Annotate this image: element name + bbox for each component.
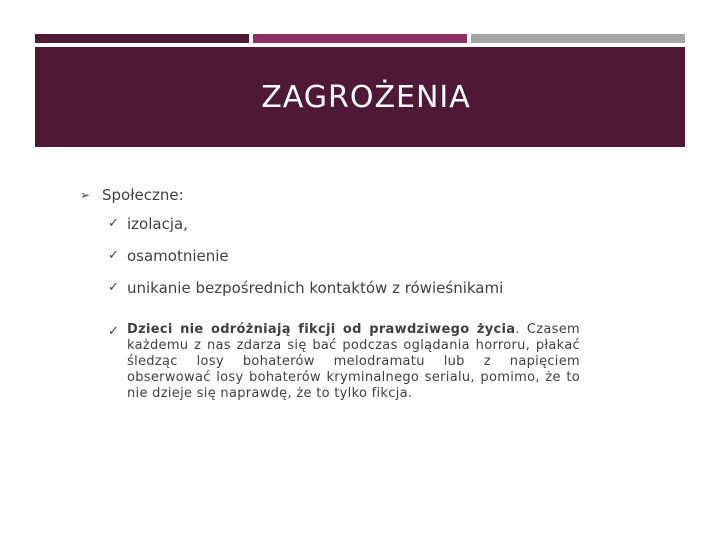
slide-content (80, 185, 680, 402)
check-icon: ✓ (108, 216, 119, 231)
check-icon: ✓ (108, 280, 119, 295)
list-item-label: izolacja, (127, 215, 188, 233)
paragraph-bold-text: Dzieci nie odróżniają fikcji od prawdziwego życia (127, 322, 516, 337)
list-item-label: unikanie bezpośrednich kontaktów z rówieśnikami (127, 279, 504, 297)
list-item (80, 246, 680, 266)
paragraph-text (127, 322, 580, 402)
paragraph-rest-text: . Czasem każdemu z nas zdarza się bać podczas oglądania horroru, płakać śledząc losy bohaterów melodramatu lub z napięciem obserwować losy bohaterów kryminalnego serialu, pomimo, że to nie dzieje się naprawdę, że to tylko fikcja. (127, 322, 581, 401)
accent-bar-dark (35, 34, 249, 43)
arrowhead-bullet-icon: ➢ (80, 188, 91, 202)
slide-title: ZAGROŻENIA (261, 80, 471, 115)
title-band (35, 47, 685, 147)
main-bullet-label: Społeczne: (102, 186, 184, 204)
accent-bar-mid (253, 34, 467, 43)
list-item (80, 278, 680, 298)
accent-bar-gray (471, 34, 685, 43)
list-item-label: osamotnienie (127, 247, 229, 265)
main-bullet-item (80, 185, 680, 205)
check-icon: ✓ (108, 324, 119, 339)
check-icon: ✓ (108, 248, 119, 263)
paragraph-item (80, 322, 680, 402)
list-item (80, 214, 680, 234)
